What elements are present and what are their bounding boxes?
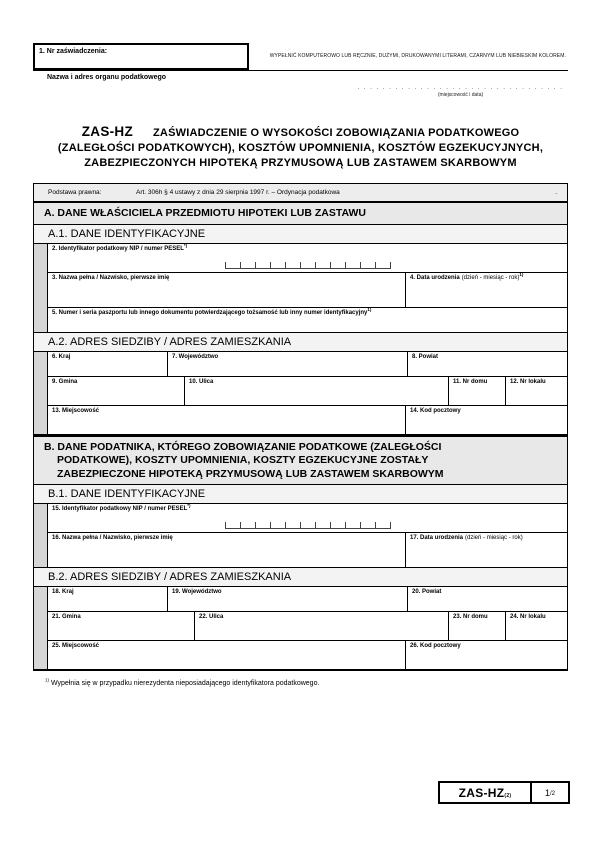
section-a1-header: A.1. DANE IDENTYFIKACYJNE	[34, 225, 567, 244]
field-22-street[interactable]: 22. Ulica	[194, 612, 448, 640]
tax-authority-label: Nazwa i adres organu podatkowego	[47, 74, 167, 81]
footer-form-code-version: (2)	[504, 793, 512, 799]
certificate-number-label: 1. Nr zaświadczenia:	[39, 48, 108, 55]
legal-basis-trailing-dot: .	[555, 189, 557, 196]
form-code: ZAS-HZ	[81, 124, 134, 139]
field-3-full-name[interactable]: 3. Nazwa pełna / Nazwisko, pierwsze imię	[47, 273, 405, 307]
left-gutter	[34, 352, 47, 434]
section-b-line-3: ZABEZPIECZONE HIPOTEKĄ PRZYMUSOWĄ LUB ZASTAWEM SKARBOWYM	[57, 467, 444, 480]
left-gutter	[34, 244, 47, 332]
field-2-nip-pesel[interactable]: 2. Identyfikator podatkowy NIP / numer PESEL*)	[47, 244, 567, 272]
form-title	[33, 124, 568, 171]
field-18-country[interactable]: 18. Kraj	[47, 587, 167, 611]
field-5-passport-number[interactable]: 5. Numer i seria paszportu lub innego dokumentu potwierdzającego tożsamość lub inny numer identyfikacyjny$^{1)}$	[47, 308, 567, 332]
section-b-header	[34, 437, 567, 486]
field-21-commune[interactable]: 21. Gmina	[47, 612, 194, 640]
field-13-city[interactable]: 13. Miejscowość	[47, 406, 405, 434]
left-gutter	[34, 504, 47, 567]
field-23-house-number[interactable]: 23. Nr domu	[448, 612, 505, 640]
footer-form-code: ZAS-HZ (2)	[458, 785, 512, 800]
section-a2-header: A.2. ADRES SIEDZIBY / ADRES ZAMIESZKANIA	[34, 333, 567, 352]
digit-comb[interactable]	[225, 522, 391, 529]
field-6-country[interactable]: 6. Kraj	[47, 352, 167, 376]
left-gutter	[34, 587, 47, 669]
legal-basis-label: Podstawa prawna:	[48, 189, 102, 196]
field-4-birth-date[interactable]: 4. Data urodzenia (dzień - miesiąc - rok)$^{1)}$	[405, 273, 567, 307]
title-line-2: (ZALEGŁOŚCI PODATKOWYCH), KOSZTÓW UPOMNIENIA, KOSZTÓW EGZEKUCYJNYCH,	[57, 142, 544, 154]
title-line-3: ZABEZPIECZONYCH HIPOTEKĄ PRZYMUSOWĄ LUB ZASTAWEM SKARBOWYM	[84, 157, 517, 169]
section-b-line-2: PODATKOWE), KOSZTY UPOMNIENIA, KOSZTY EGZEKUCYJNE ZOSTAŁY	[57, 454, 429, 466]
place-date-caption: (miejscowość i data)	[437, 92, 484, 98]
footnote-marker: 1)	[45, 677, 50, 683]
field-12-flat-number[interactable]: 12. Nr lokalu	[505, 377, 567, 405]
section-b2-header: B.2. ADRES SIEDZIBY / ADRES ZAMIESZKANIA	[34, 568, 567, 587]
field-9-commune[interactable]: 9. Gmina	[47, 377, 184, 405]
section-b2-fields	[34, 587, 567, 670]
digit-comb[interactable]	[225, 262, 391, 269]
section-b1-header: B.1. DANE IDENTYFIKACYJNE	[34, 485, 567, 504]
certificate-number-box[interactable]	[33, 43, 249, 70]
field-8-county[interactable]: 8. Powiat	[407, 352, 567, 376]
field-24-flat-number[interactable]: 24. Nr lokalu	[505, 612, 567, 640]
fill-instruction: WYPEŁNIĆ KOMPUTEROWO LUB RĘCZNIE, DUŻYMI, DRUKOWANYMI LITERAMI, CZARNYM LUB NIEBIESKIM KOLOREM.	[269, 53, 566, 59]
section-b-line-1: B. DANE PODATNIKA, KTÓREGO ZOBOWIĄZANIE PODATKOWE (ZALEGŁOŚCI	[44, 440, 442, 453]
field-26-postal-code[interactable]: 26. Kod pocztowy	[405, 641, 567, 669]
field-25-city[interactable]: 25. Miejscowość	[47, 641, 405, 669]
field-16-full-name[interactable]: 16. Nazwa pełna / Nazwisko, pierwsze imię	[47, 533, 405, 567]
top-header	[33, 43, 568, 71]
field-19-voivodeship[interactable]: 19. Województwo	[167, 587, 407, 611]
place-date-area[interactable]	[353, 85, 568, 98]
legal-basis-text: Art. 306h § 4 ustawy z dnia 29 sierpnia 1997 r. – Ordynacja podatkowa	[136, 189, 340, 196]
place-date-dotted-line[interactable]: . . . . . . . . . . . . . . . . . . . . . . . . . . . . . . . . .	[357, 85, 564, 91]
field-7-voivodeship[interactable]: 7. Województwo	[167, 352, 407, 376]
field-15-nip-pesel[interactable]: 15. Identyfikator podatkowy NIP / numer PESEL*)	[47, 504, 567, 532]
section-a2-fields	[34, 352, 567, 435]
field-20-county[interactable]: 20. Powiat	[407, 587, 567, 611]
form-page	[33, 43, 568, 687]
field-10-street[interactable]: 10. Ulica	[184, 377, 448, 405]
footer-page-indicator: 1 /2	[530, 783, 568, 802]
legal-basis-row	[34, 184, 567, 201]
footnote-text: Wypełnia się w przypadku nierezydenta nieposiadającego identyfikatora podatkowego.	[50, 680, 320, 687]
field-14-postal-code[interactable]: 14. Kod pocztowy	[405, 406, 567, 434]
section-b1-fields	[34, 504, 567, 568]
page-footer	[438, 781, 570, 804]
section-a1-fields	[34, 244, 567, 333]
section-a-header: A. DANE WŁAŚCICIELA PRZEDMIOTU HIPOTEKI LUB ZASTAWU	[34, 203, 567, 225]
title-line-1: ZAŚWIADCZENIE O WYSOKOŚCI ZOBOWIĄZANIA PODATKOWEGO	[153, 127, 520, 139]
footnote	[33, 677, 568, 687]
field-11-house-number[interactable]: 11. Nr domu	[448, 377, 505, 405]
form-frame	[33, 183, 568, 671]
field-17-birth-date[interactable]: 17. Data urodzenia (dzień - miesiąc - rok)	[405, 533, 567, 567]
